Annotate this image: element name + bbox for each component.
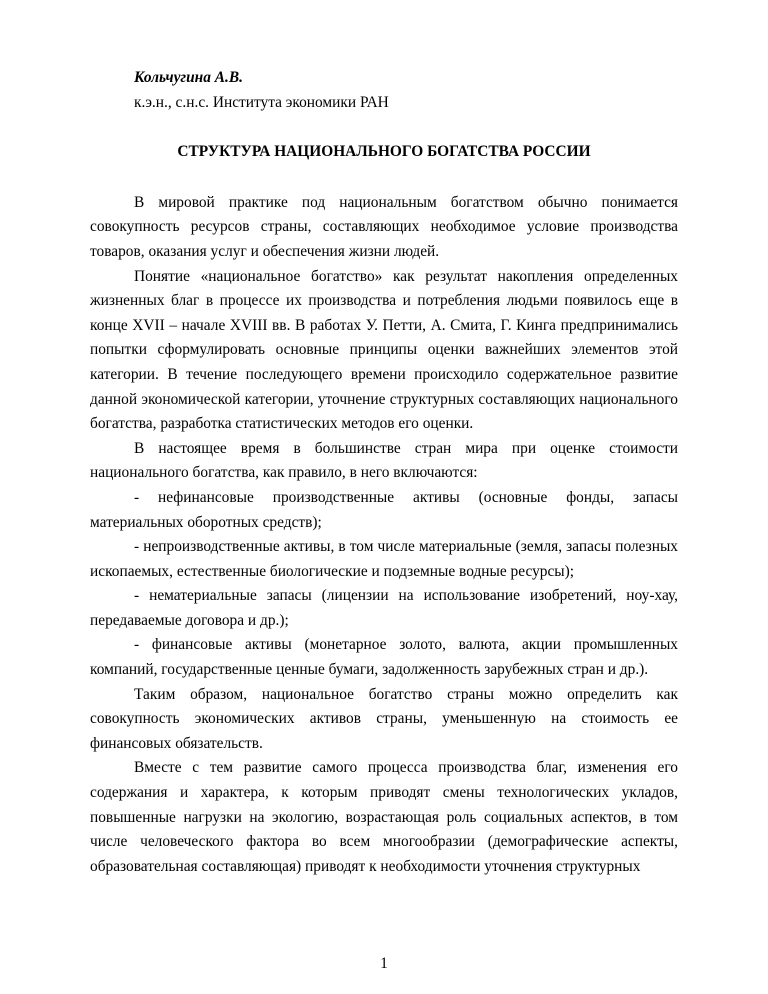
paragraph-conclusion: Таким образом, национальное богатство страны можно определить как совокупность экономических активов страны, уменьшенную на стоимость ее финансовых обязательств. xyxy=(90,685,678,752)
document-title: СТРУКТУРА НАЦИОНАЛЬНОГО БОГАТСТВА РОССИИ xyxy=(177,143,591,161)
paragraph-components-intro: В настоящее время в большинстве стран мира при оценке стоимости национального богатства, как правило, в него включаются: xyxy=(90,439,678,482)
paragraph-history: Понятие «национальное богатство» как результат накопления определенных жизненных благ в процессе их производства и потребления людьми появилось еще в конце XVII – начале XVIII вв. В работах У. Петти, А. Смита, Г. Кинга предпринимались попытки сформулировать основные принципы оценки важнейших элементов этой категории. В течение последующего времени происходило содержательное развитие данной экономической категории, уточнение структурных составляющих национального богатства, разработка статистических методов его оценки. xyxy=(90,267,678,433)
author-name: Кольчугина А.В. xyxy=(134,69,243,86)
paragraph-development: Вместе с тем развитие самого процесса производства благ, изменения его содержания и характера, к которым приводят смены технологических укладов, повышенные нагрузки на экологию, возрастающая роль социальных аспектов, в том числе человеческого фактора во всем многообразии (демографические аспекты, образовательная составляющая) приводят к необходимости уточнения структурных xyxy=(90,759,678,875)
list-item-nonfinancial-assets: - нефинансовые производственные активы (основные фонды, запасы материальных оборотных средств); xyxy=(90,488,678,531)
list-item-financial-assets: - финансовые активы (монетарное золото, валюта, акции промышленных компаний, государственные ценные бумаги, задолженность зарубежных стран и др.). xyxy=(90,636,678,679)
list-item-intangible-assets: - нематериальные запасы (лицензии на использование изобретений, ноу-хау, передаваемые договора и др.); xyxy=(90,587,678,629)
document-body xyxy=(90,66,678,879)
list-item-nonproduced-assets: - непроизводственные активы, в том числе материальные (земля, запасы полезных ископаемых, естественные биологические и подземные водные ресурсы); xyxy=(90,538,678,580)
author-affiliation: к.э.н., с.н.с. Института экономики РАН xyxy=(134,93,389,111)
paragraph-definition: В мировой практике под национальным богатством обычно понимается совокупность ресурсов страны, составляющих необходимое условие производства товаров, оказания услуг и обеспечения жизни людей. xyxy=(90,193,678,260)
page-number: 1 xyxy=(380,955,388,972)
